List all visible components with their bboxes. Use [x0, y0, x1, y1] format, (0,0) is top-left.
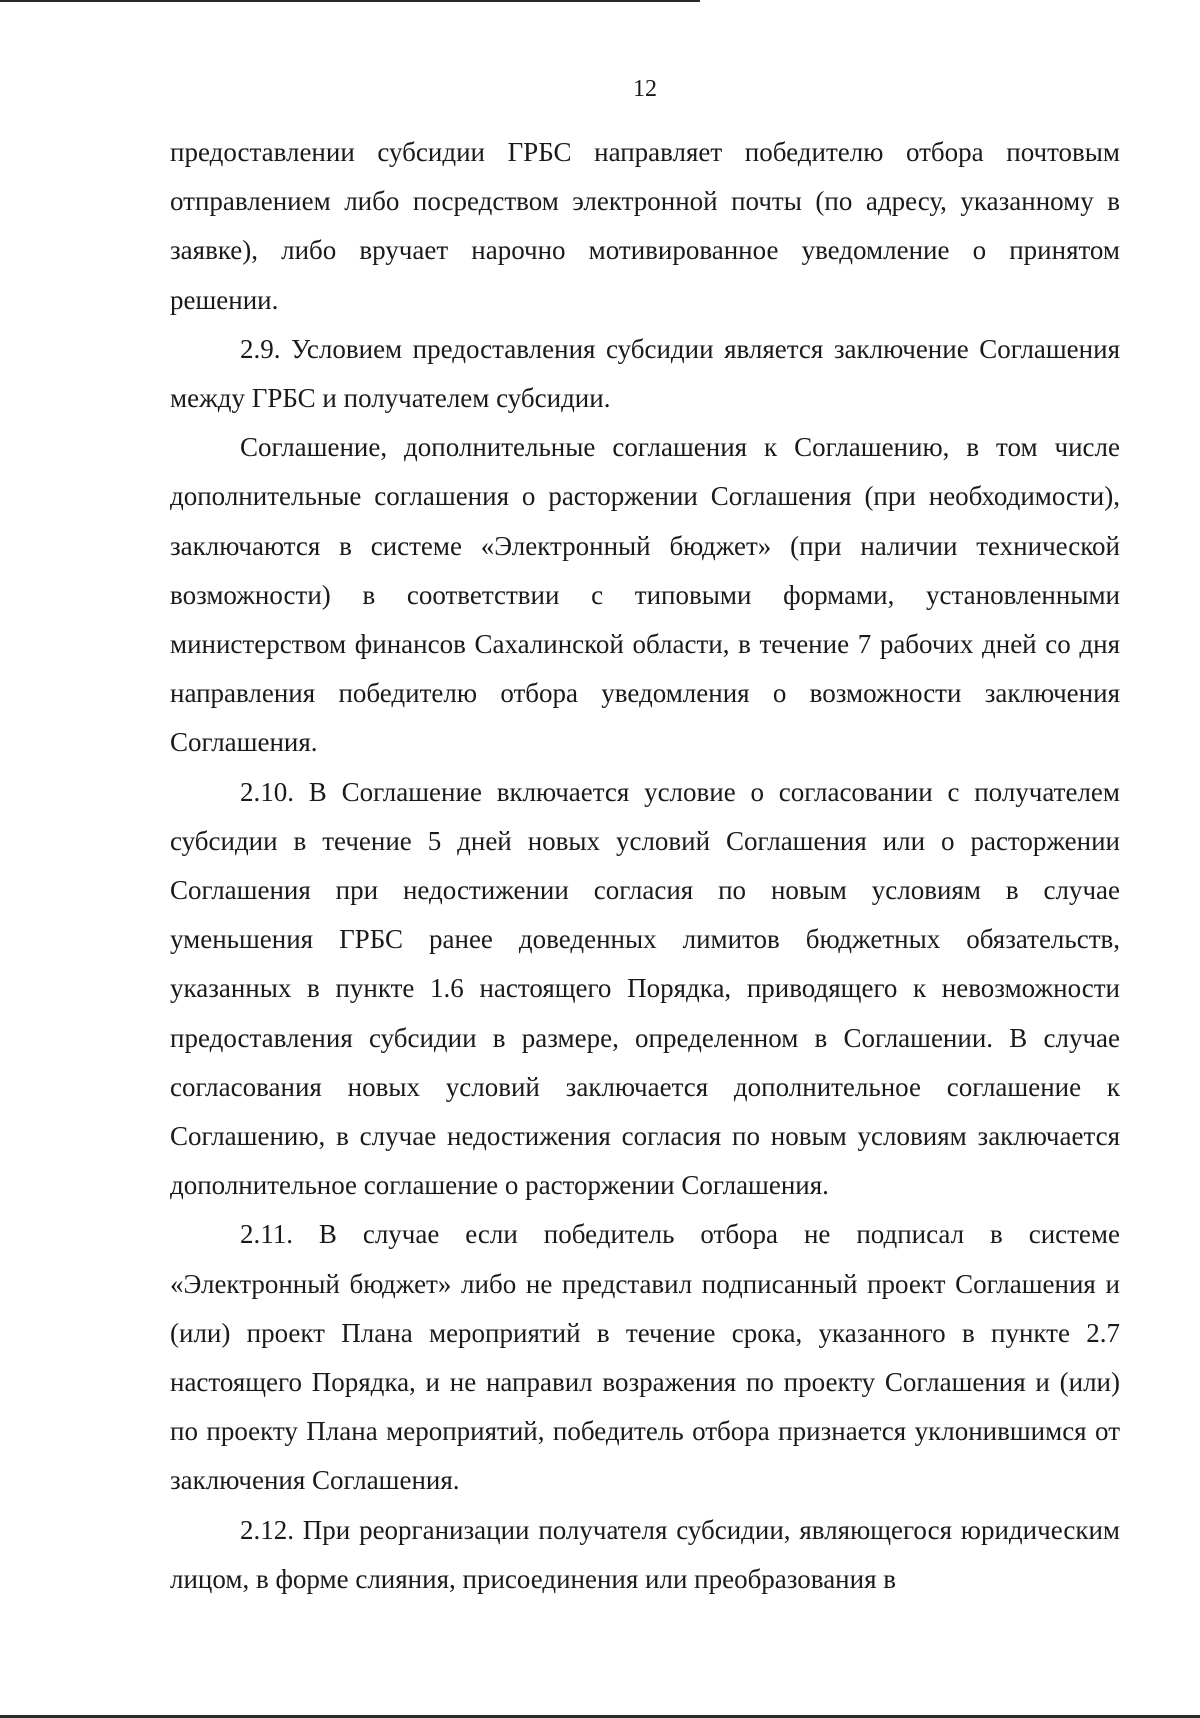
paragraph-2-12: 2.12. При реорганизации получателя субсидии, являющегося юридическим лицом, в форме слияния, присоединения или преобразования в — [170, 1514, 1120, 1594]
paragraph-agreement-terms: Соглашение, дополнительные соглашения к Соглашению, в том числе дополнительные соглашения о расторжении Соглашения (при необходимости), заключаются в системе «Электронный бюджет» (при наличии технической возможности) в соответствии с типовыми формами, установленными министерством финансов Сахалинской области, в течение 7 рабочих дней со дня направления победителю отбора уведомления о возможности заключения Соглашения. — [170, 432, 1120, 758]
document-body — [170, 128, 1120, 1604]
page-number: 12 — [633, 76, 657, 102]
paragraph-2-9: 2.9. Условием предоставления субсидии является заключение Соглашения между ГРБС и получателем субсидии. — [170, 333, 1120, 414]
scan-edge-top — [0, 0, 700, 2]
paragraph-2-11: 2.11. В случае если победитель отбора не подписал в системе «Электронный бюджет» либо не представил подписанный проект Соглашения и (или) проект Плана мероприятий в течение срока, указанного в пункте 2.7 настоящего Порядка, и не направил возражения по проекту Соглашения и (или) по проекту Плана мероприятий, победитель отбора признается уклонившимся от заключения Соглашения. — [170, 1219, 1120, 1496]
paragraph-2-10: 2.10. В Соглашение включается условие о согласовании с получателем субсидии в течение 5 дней новых условий Соглашения или о расторжении Соглашения при недостижении согласия по новым условиям в случае уменьшения ГРБС ранее доведенных лимитов бюджетных обязательств, указанных в пункте 1.6 настоящего Порядка, приводящего к невозможности предоставления субсидии в размере, определенном в Соглашении. В случае согласования новых условий заключается дополнительное соглашение к Соглашению, в случае недостижения согласия по новым условиям заключается дополнительное соглашение о расторжении Соглашения. — [170, 776, 1120, 1201]
paragraph-continuation: предоставлении субсидии ГРБС направляет победителю отбора почтовым отправлением либо посредством электронной почты (по адресу, указанному в заявке), либо вручает нарочно мотивированное уведомление о принятом решении. — [170, 137, 1120, 315]
